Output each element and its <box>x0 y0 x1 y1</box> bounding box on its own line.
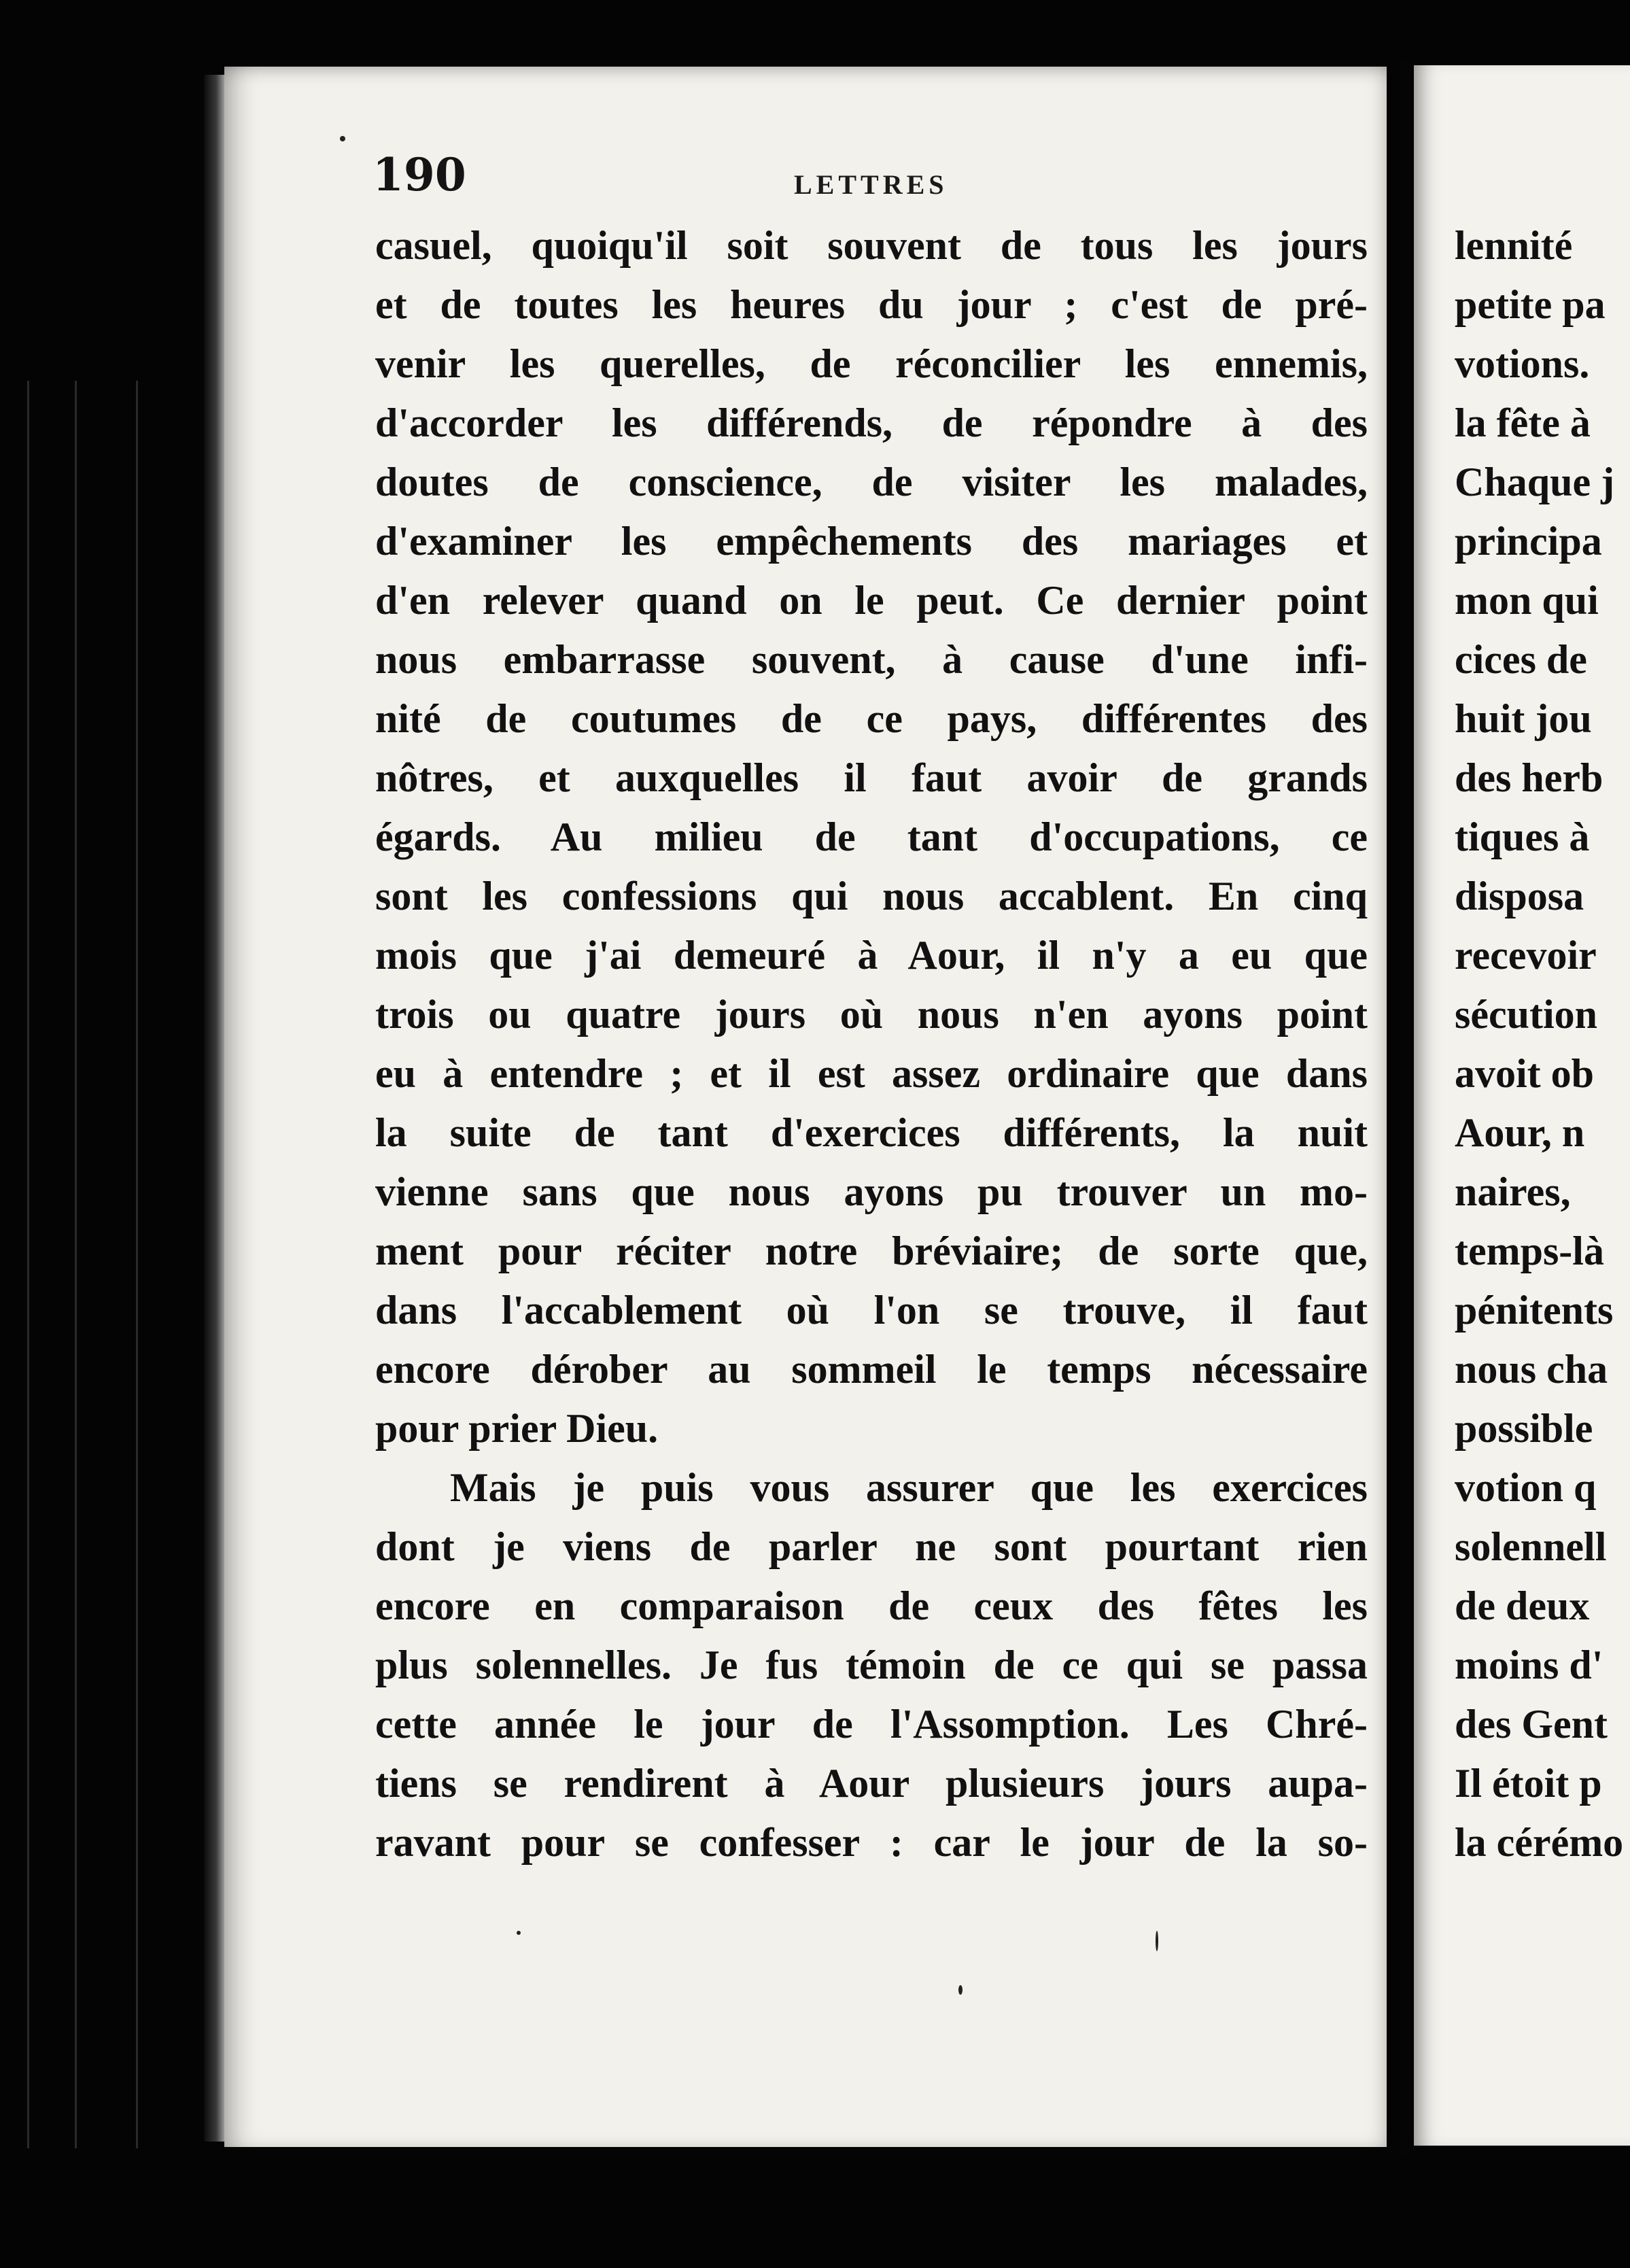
text-line: petite pa <box>1455 282 1606 327</box>
paragraph-end-line: pour prier Dieu. <box>375 1406 659 1451</box>
paper-speck <box>517 1931 521 1935</box>
text-line: encore dérober au sommeil le temps nécessaire <box>375 1347 1368 1392</box>
text-line: d'examiner les empêchements des mariages et <box>375 519 1368 564</box>
text-line: Il étoit p <box>1455 1761 1602 1806</box>
text-line: votion q <box>1455 1465 1597 1510</box>
text-line: la fête à <box>1455 400 1591 445</box>
text-line: naires, <box>1455 1169 1571 1214</box>
text-line: solennell <box>1455 1524 1607 1569</box>
binding-line <box>27 381 29 2148</box>
text-line: plus solennelles. Je fus témoin de ce qui se passa <box>375 1643 1368 1687</box>
text-line: cices de <box>1455 637 1587 682</box>
text-line: dans l'accablement où l'on se trouve, il faut <box>375 1288 1368 1333</box>
left-page-text <box>375 216 1368 1872</box>
text-line: doutes de conscience, de visiter les malades, <box>375 460 1368 504</box>
text-line: eu à entendre ; et il est assez ordinaire que dans <box>375 1051 1368 1096</box>
text-line: nous cha <box>1455 1347 1608 1392</box>
text-line: nité de coutumes de ce pays, différentes des <box>375 696 1368 741</box>
text-line: tiques à <box>1455 814 1590 859</box>
gutter <box>1399 61 1411 2155</box>
text-line: la cérémo <box>1455 1820 1624 1865</box>
text-line: tiens se rendirent à Aour plusieurs jours aupa- <box>375 1761 1368 1806</box>
text-line: votions. <box>1455 341 1590 386</box>
running-head-title: LETTRES <box>794 169 948 200</box>
text-line: ment pour réciter notre bréviaire; de sorte que, <box>375 1228 1368 1273</box>
text-line: possible <box>1455 1406 1593 1451</box>
paper-speck <box>958 1985 963 1995</box>
text-line: avoit ob <box>1455 1051 1595 1096</box>
text-line: temps-là <box>1455 1228 1604 1273</box>
text-line: nôtres, et auxquelles il faut avoir de grands <box>375 755 1368 800</box>
page-number: 190 <box>372 148 466 201</box>
text-line: casuel, quoiqu'il soit souvent de tous les jours <box>375 223 1368 268</box>
text-line: recevoir <box>1455 933 1597 978</box>
text-line: cette année le jour de l'Assomption. Les Chré- <box>375 1702 1368 1747</box>
text-line: lennité <box>1455 223 1573 268</box>
text-line: d'en relever quand on le peut. Ce dernier point <box>375 578 1368 623</box>
text-line: sont les confessions qui nous accablent. En cinq <box>375 874 1368 918</box>
text-line: vienne sans que nous ayons pu trouver un mo- <box>375 1169 1368 1214</box>
text-line: la suite de tant d'exercices différents, la nuit <box>375 1110 1368 1155</box>
text-line: des herb <box>1455 755 1603 800</box>
text-line: sécution <box>1455 992 1597 1037</box>
paragraph-start-line: Mais je puis vous assurer que les exercices <box>450 1465 1368 1510</box>
text-line: pénitents <box>1455 1288 1614 1333</box>
text-line: des Gent <box>1455 1702 1608 1747</box>
text-line: mois que j'ai demeuré à Aour, il n'y a eu que <box>375 933 1368 978</box>
text-line: mon qui <box>1455 578 1599 623</box>
paper-speck <box>1156 1931 1158 1951</box>
text-line: d'accorder les différends, de répondre à des <box>375 400 1368 445</box>
text-line: disposa <box>1455 874 1584 918</box>
page-edge <box>204 75 224 2142</box>
text-line: trois ou quatre jours où nous n'en ayons point <box>375 992 1368 1037</box>
text-line: principa <box>1455 519 1602 564</box>
text-line: égards. Au milieu de tant d'occupations, ce <box>375 814 1368 859</box>
text-line: huit jou <box>1455 696 1592 741</box>
text-line: ravant pour se confesser : car le jour de la so- <box>375 1820 1368 1865</box>
binding-line <box>75 381 77 2148</box>
text-line: de deux <box>1455 1583 1590 1628</box>
text-line: et de toutes les heures du jour ; c'est de pré- <box>375 282 1368 327</box>
text-line: encore en comparaison de ceux des fêtes les <box>375 1583 1368 1628</box>
binding-line <box>136 381 138 2148</box>
right-page-text <box>1455 216 1630 1872</box>
text-line: dont je viens de parler ne sont pourtant rien <box>375 1524 1368 1569</box>
text-line: venir les querelles, de réconcilier les ennemis, <box>375 341 1368 386</box>
text-line: nous embarrasse souvent, à cause d'une infi- <box>375 637 1368 682</box>
running-head <box>372 148 1358 209</box>
text-line: Aour, n <box>1455 1110 1585 1155</box>
text-line: Chaque j <box>1455 460 1615 504</box>
text-line: moins d' <box>1455 1643 1603 1687</box>
paper-speck <box>340 136 345 141</box>
